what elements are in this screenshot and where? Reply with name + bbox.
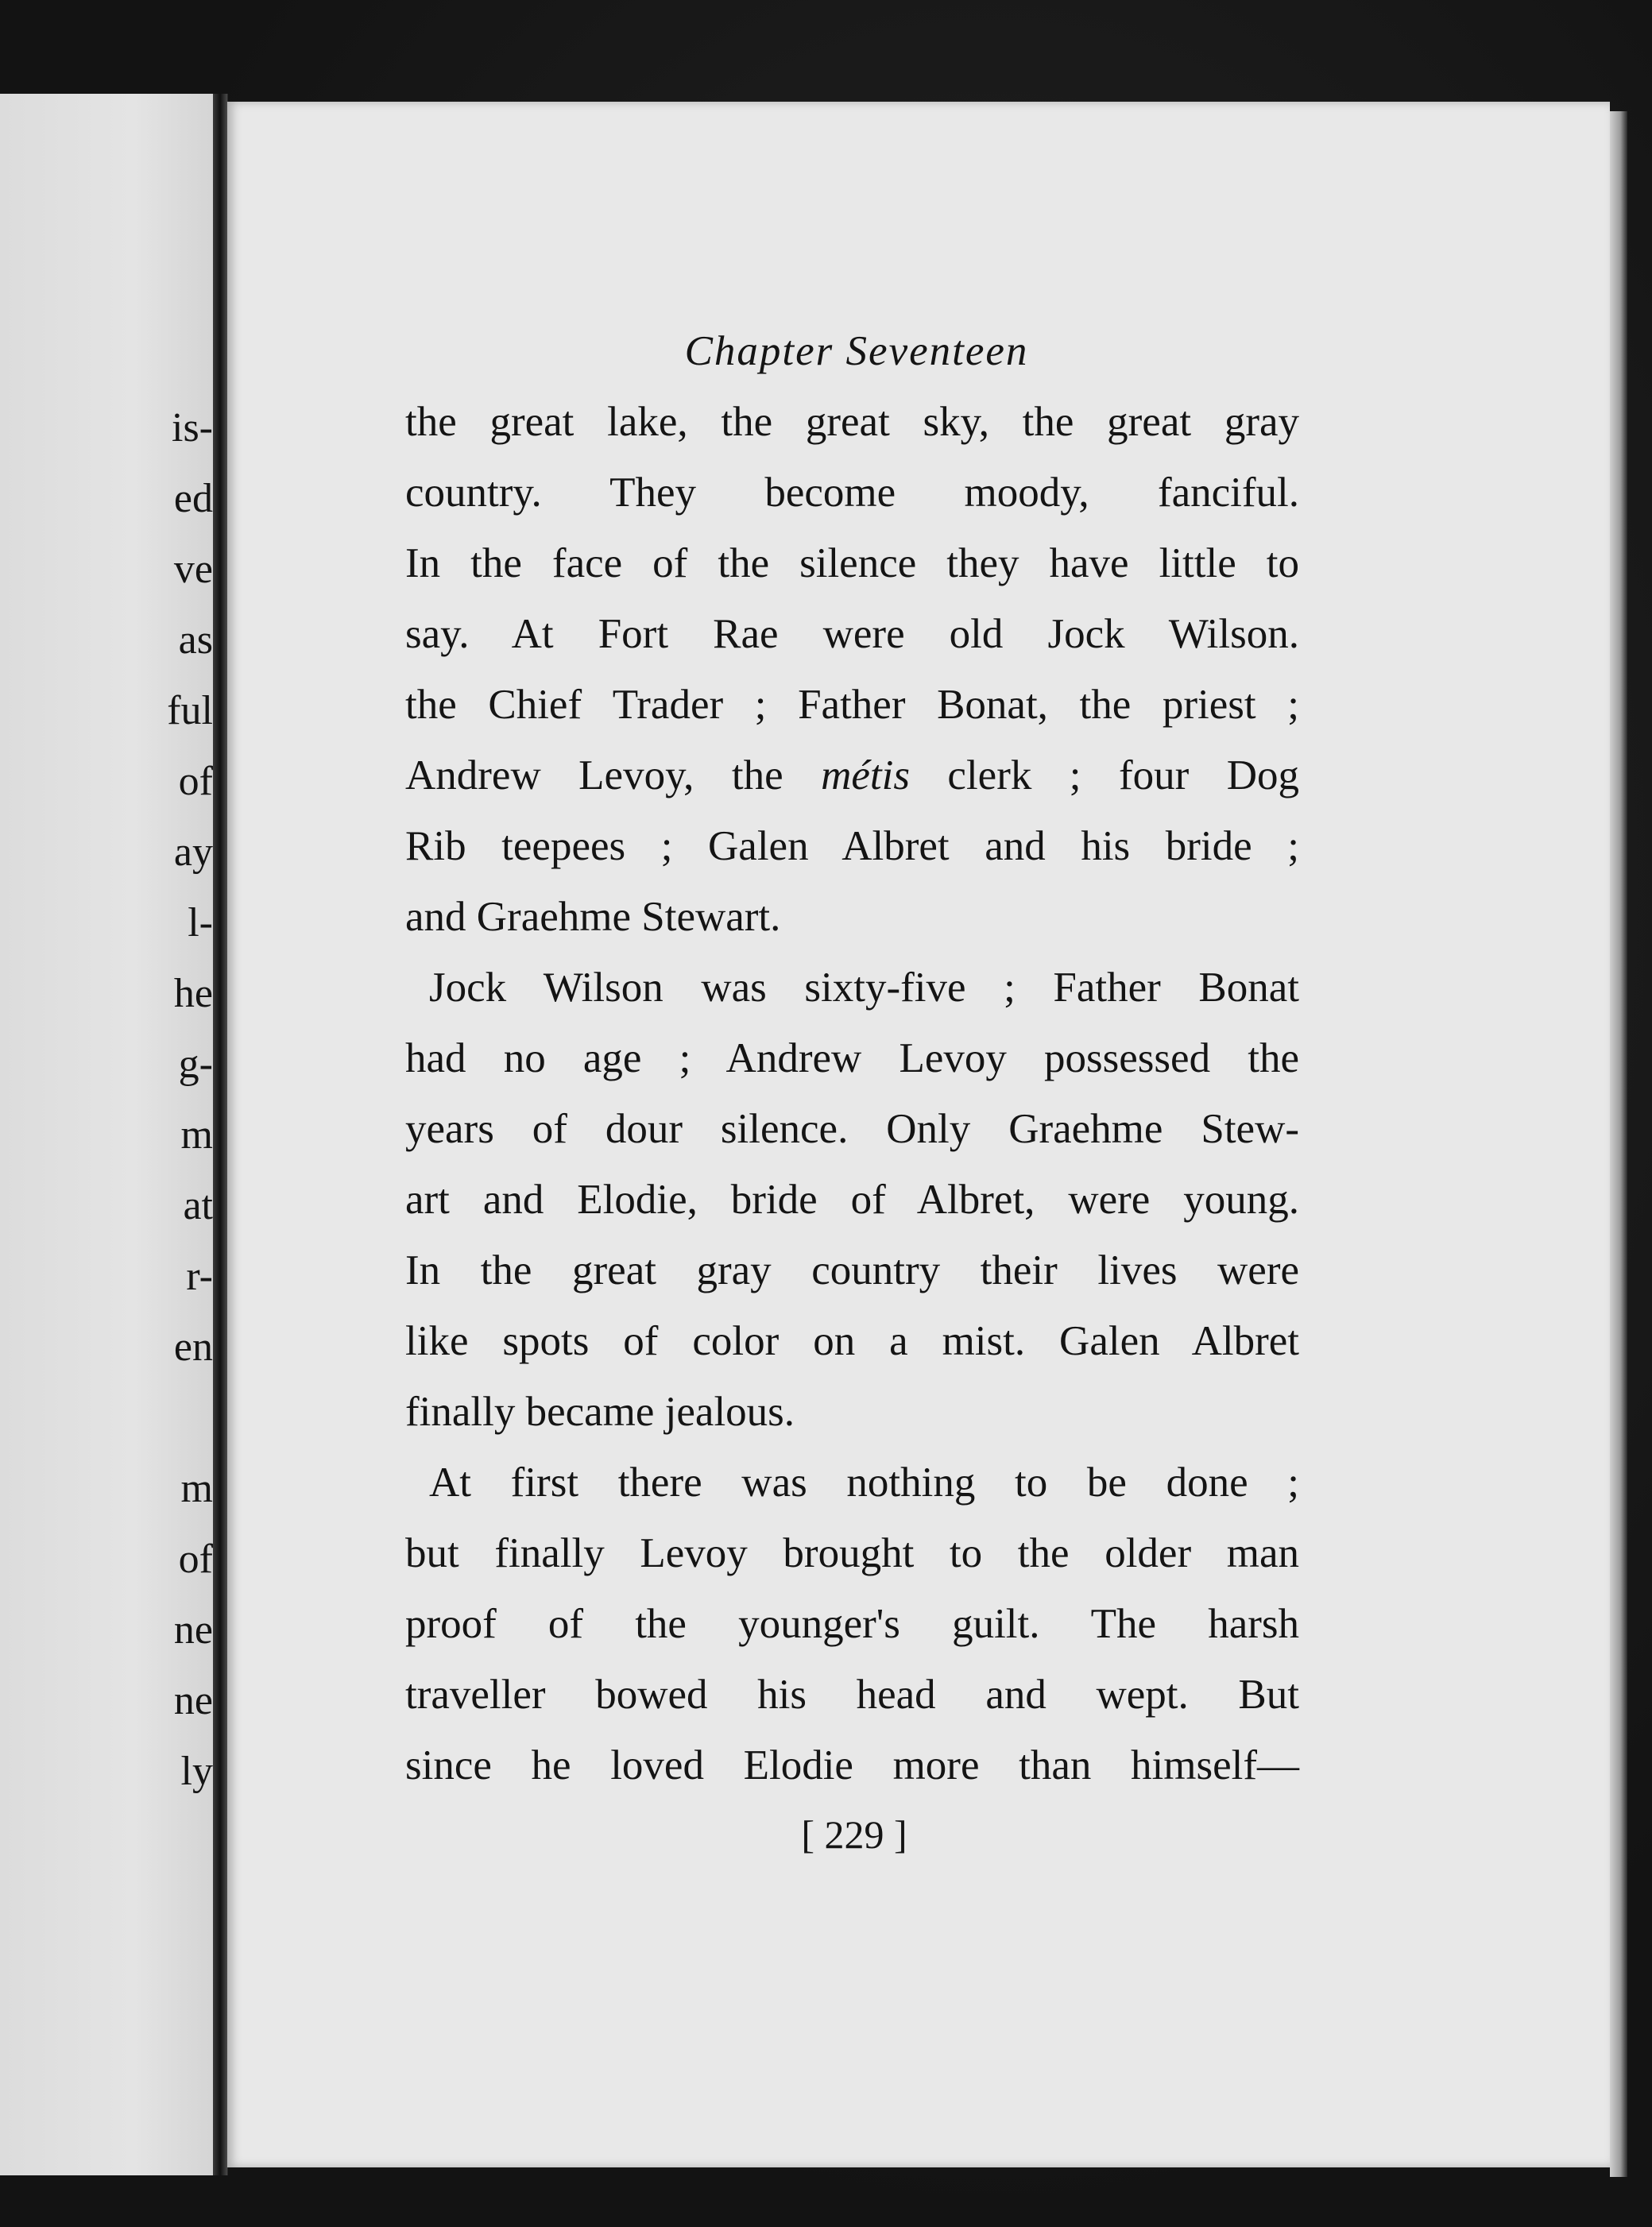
- left-fragment: as: [178, 617, 213, 663]
- left-fragment: ne: [173, 1607, 213, 1653]
- left-fragment: of: [178, 759, 213, 804]
- page-edge: [1610, 111, 1627, 2177]
- left-fragment: ay: [173, 829, 213, 875]
- body-line: finally became jealous.: [405, 1389, 795, 1435]
- body-line: proof of the younger's guilt. The harsh: [405, 1601, 1299, 1647]
- left-fragment: at: [183, 1183, 213, 1228]
- body-line: had no age ; Andrew Levoy possessed the: [405, 1035, 1299, 1081]
- left-fragment: ne: [173, 1678, 213, 1723]
- body-line: but finally Levoy brought to the older man: [405, 1530, 1299, 1576]
- body-text: clerk ; four Dog: [947, 752, 1300, 798]
- left-fragment: ful: [167, 688, 213, 733]
- body-line: Jock Wilson was sixty-five ; Father Bonat: [429, 965, 1299, 1011]
- body-line-mixed: [405, 752, 1300, 798]
- book-gutter: [213, 94, 227, 2175]
- left-fragment: he: [173, 971, 213, 1016]
- body-line: the great lake, the great sky, the great gray: [405, 399, 1299, 445]
- left-fragment: g-: [178, 1042, 213, 1087]
- left-fragment: is-: [172, 405, 213, 450]
- running-head: Chapter Seventeen: [684, 328, 1029, 374]
- body-line: Rib teepees ; Galen Albret and his bride ;: [405, 823, 1299, 869]
- body-line: art and Elodie, bride of Albret, were young.: [405, 1177, 1299, 1223]
- body-line: In the face of the silence they have little to: [405, 540, 1299, 586]
- left-fragment: en: [173, 1324, 213, 1370]
- left-fragment: ed: [173, 476, 213, 521]
- italic-word: métis: [821, 752, 910, 798]
- body-line: since he loved Elodie more than himself—: [405, 1742, 1299, 1788]
- body-line: In the great gray country their lives were: [405, 1247, 1299, 1293]
- left-fragment: of: [178, 1537, 213, 1582]
- page-number: [ 229 ]: [801, 1812, 907, 1857]
- left-fragment: l-: [188, 900, 213, 945]
- body-text: Andrew Levoy, the: [405, 752, 783, 798]
- left-fragment: m: [180, 1466, 213, 1511]
- body-line: and Graehme Stewart.: [405, 894, 781, 940]
- left-fragment: ly: [180, 1749, 213, 1794]
- body-line: say. At Fort Rae were old Jock Wilson.: [405, 611, 1299, 657]
- left-fragment: ve: [173, 547, 213, 592]
- body-line: traveller bowed his head and wept. But: [405, 1672, 1299, 1718]
- left-fragment: r-: [186, 1254, 213, 1299]
- body-line: At first there was nothing to be done ;: [429, 1460, 1299, 1506]
- left-facing-page: [0, 94, 228, 2175]
- body-line: the Chief Trader ; Father Bonat, the priest ;: [405, 682, 1299, 728]
- body-line: years of dour silence. Only Graehme Stew-: [405, 1106, 1299, 1152]
- left-fragment: m: [180, 1112, 213, 1158]
- body-line: country. They become moody, fanciful.: [405, 470, 1299, 516]
- body-line: like spots of color on a mist. Galen Albret: [405, 1318, 1299, 1364]
